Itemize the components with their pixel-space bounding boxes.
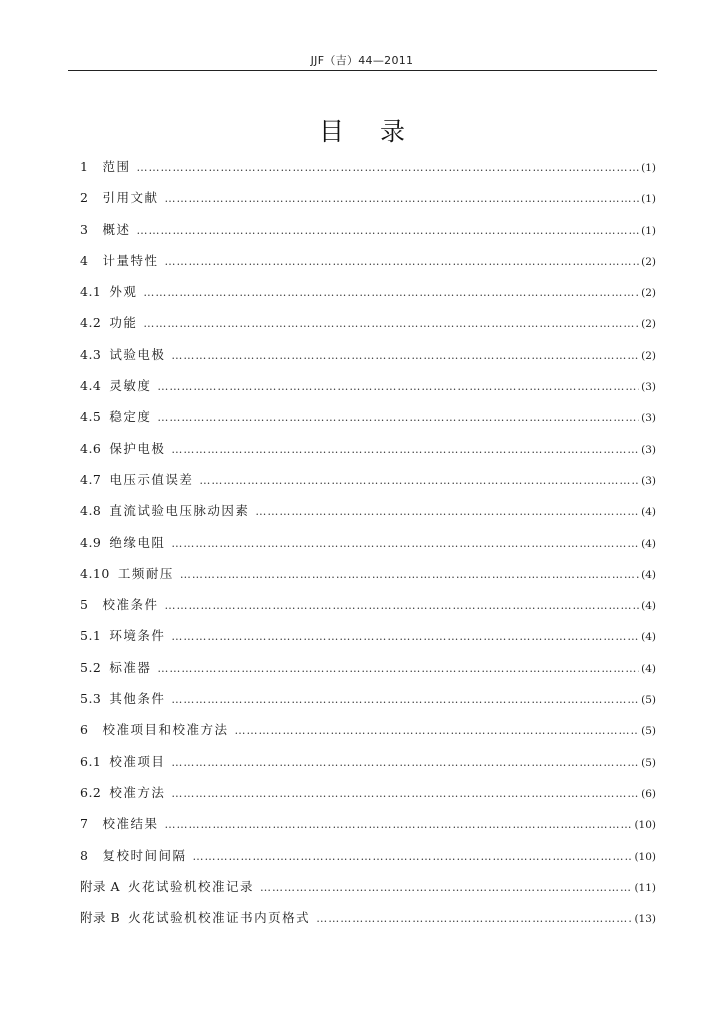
toc-entry[interactable] bbox=[80, 155, 656, 186]
toc-entry-number: 5.2 bbox=[80, 659, 102, 675]
toc-entry-number: 5 bbox=[80, 597, 89, 613]
toc-entry-page: (11) bbox=[634, 881, 656, 894]
toc-dot-leader bbox=[136, 219, 639, 243]
toc-entry-label: 直流试验电压脉动因素 bbox=[109, 503, 250, 519]
toc-entry-label: 校准项目和校准方法 bbox=[102, 722, 229, 738]
toc-entry-label: 环境条件 bbox=[109, 628, 166, 644]
toc-entry-number: 4 bbox=[80, 252, 89, 268]
standard-code-header: JJF（吉）44—2011 bbox=[310, 54, 414, 67]
toc-entry-number: 4.5 bbox=[80, 409, 102, 425]
toc-entry-number: 8 bbox=[80, 847, 89, 863]
toc-entry-number: 4.7 bbox=[80, 471, 102, 487]
toc-entry-number: 4.9 bbox=[80, 534, 102, 550]
toc-dot-leader bbox=[180, 563, 639, 587]
toc-entry-page: (1) bbox=[641, 162, 656, 174]
toc-entry-label: 标准器 bbox=[109, 659, 152, 675]
toc-entry[interactable] bbox=[80, 374, 656, 405]
toc-entry-label: 外观 bbox=[109, 284, 138, 300]
toc-entry-page: (3) bbox=[641, 412, 656, 425]
toc-entry-page: (4) bbox=[641, 662, 656, 675]
toc-entry-label: 校准条件 bbox=[102, 597, 159, 613]
toc-entry-label: 灵敏度 bbox=[109, 378, 152, 394]
header-rule bbox=[68, 70, 657, 71]
toc-entry-page: (5) bbox=[641, 725, 656, 738]
toc-entry[interactable] bbox=[80, 593, 656, 624]
toc-entry-page: (4) bbox=[641, 568, 656, 581]
toc-dot-leader bbox=[234, 719, 639, 743]
toc-entry-number: 5.1 bbox=[80, 628, 102, 644]
toc-entry[interactable] bbox=[80, 687, 656, 718]
toc-dot-leader bbox=[199, 469, 639, 493]
toc-entry-number: 2 bbox=[80, 190, 89, 206]
toc-entry-label: 其他条件 bbox=[109, 691, 166, 707]
toc-entry-page: (4) bbox=[641, 537, 656, 550]
toc-entry-label: 绝缘电阻 bbox=[109, 534, 166, 550]
toc-dot-leader bbox=[157, 375, 639, 399]
toc-entry-page: (13) bbox=[634, 913, 656, 926]
toc-entry-page: (4) bbox=[641, 600, 656, 613]
toc-dot-leader bbox=[157, 406, 639, 430]
toc-dot-leader bbox=[192, 845, 632, 869]
toc-dot-leader bbox=[164, 250, 639, 274]
toc-entry[interactable] bbox=[80, 343, 656, 374]
toc-entry-label: 计量特性 bbox=[102, 252, 159, 268]
toc-entry-label: 电压示值误差 bbox=[109, 471, 194, 487]
toc-entry-number: 4.6 bbox=[80, 440, 102, 456]
toc-entry[interactable] bbox=[80, 437, 656, 468]
toc-entry-label: 试验电极 bbox=[109, 346, 166, 362]
toc-entry[interactable] bbox=[80, 875, 656, 906]
toc-entry-label: 工频耐压 bbox=[117, 565, 174, 581]
toc-entry-number: 4.2 bbox=[80, 315, 102, 331]
toc-entry[interactable] bbox=[80, 311, 656, 342]
toc-entry[interactable] bbox=[80, 718, 656, 749]
toc-entry-page: (5) bbox=[641, 694, 656, 707]
toc-dot-leader bbox=[171, 438, 639, 462]
toc-dot-leader bbox=[136, 156, 639, 180]
toc-entry-number: 4.10 bbox=[80, 565, 110, 581]
toc-entry-number: 7 bbox=[80, 816, 89, 832]
toc-dot-leader bbox=[171, 688, 639, 712]
toc-dot-leader bbox=[171, 344, 639, 368]
toc-dot-leader bbox=[171, 532, 639, 556]
toc-entry[interactable] bbox=[80, 781, 656, 812]
toc-entry[interactable] bbox=[80, 499, 656, 530]
toc-entry-label: 火花试验机校准记录 bbox=[128, 878, 255, 894]
toc-dot-leader bbox=[171, 782, 639, 806]
toc-entry-number: 4.4 bbox=[80, 378, 102, 394]
toc-entry-page: (4) bbox=[641, 506, 656, 519]
toc-entry[interactable] bbox=[80, 249, 656, 280]
toc-entry-label: 概述 bbox=[102, 221, 131, 237]
toc-dot-leader bbox=[157, 657, 639, 681]
toc-entry-page: (10) bbox=[634, 819, 656, 832]
toc-entry-page: (1) bbox=[641, 193, 656, 206]
table-of-contents bbox=[80, 155, 656, 937]
toc-entry[interactable] bbox=[80, 531, 656, 562]
toc-entry-page: (3) bbox=[641, 381, 656, 394]
toc-entry-page: (2) bbox=[641, 349, 656, 362]
toc-entry-label: 保护电极 bbox=[109, 440, 166, 456]
toc-dot-leader bbox=[255, 500, 639, 524]
toc-entry[interactable] bbox=[80, 844, 656, 875]
toc-dot-leader bbox=[164, 187, 639, 211]
toc-entry-number: 附录 B bbox=[80, 910, 121, 926]
toc-entry[interactable] bbox=[80, 624, 656, 655]
toc-entry-number: 6.1 bbox=[80, 753, 102, 769]
toc-dot-leader bbox=[164, 594, 639, 618]
toc-dot-leader bbox=[171, 625, 639, 649]
toc-entry-page: (2) bbox=[641, 318, 656, 331]
toc-entry[interactable] bbox=[80, 186, 656, 217]
toc-entry-label: 校准方法 bbox=[109, 784, 166, 800]
toc-entry-number: 5.3 bbox=[80, 691, 102, 707]
toc-entry-number: 4.3 bbox=[80, 346, 102, 362]
toc-entry-number: 6 bbox=[80, 722, 89, 738]
toc-entry-page: (3) bbox=[641, 443, 656, 456]
toc-entry[interactable] bbox=[80, 405, 656, 436]
toc-entry-label: 火花试验机校准证书内页格式 bbox=[128, 910, 311, 926]
toc-dot-leader bbox=[164, 813, 632, 837]
toc-entry-page: (10) bbox=[634, 850, 656, 863]
toc-entry[interactable] bbox=[80, 468, 656, 499]
toc-entry-page: (6) bbox=[641, 787, 656, 800]
toc-dot-leader bbox=[171, 751, 639, 775]
toc-entry-number: 3 bbox=[80, 221, 89, 237]
toc-entry-number: 4.1 bbox=[80, 284, 102, 300]
toc-entry-page: (2) bbox=[641, 287, 656, 300]
toc-entry-page: (3) bbox=[641, 474, 656, 487]
toc-dot-leader bbox=[316, 907, 632, 931]
toc-entry-page: (4) bbox=[641, 631, 656, 644]
toc-entry[interactable] bbox=[80, 750, 656, 781]
toc-entry-page: (1) bbox=[641, 224, 656, 237]
toc-dot-leader bbox=[143, 281, 639, 305]
toc-entry-page: (5) bbox=[641, 756, 656, 769]
toc-entry[interactable] bbox=[80, 280, 656, 311]
toc-entry[interactable] bbox=[80, 906, 656, 937]
toc-entry-label: 校准结果 bbox=[102, 816, 159, 832]
toc-entry-label: 范围 bbox=[102, 159, 131, 174]
toc-entry-number: 附录 A bbox=[80, 878, 121, 894]
toc-entry-label: 引用文献 bbox=[102, 190, 159, 206]
toc-title: 目录 bbox=[318, 117, 441, 146]
toc-entry-number: 4.8 bbox=[80, 503, 102, 519]
toc-entry-number: 6.2 bbox=[80, 784, 102, 800]
toc-dot-leader bbox=[143, 312, 639, 336]
toc-entry[interactable] bbox=[80, 812, 656, 843]
toc-entry[interactable] bbox=[80, 562, 656, 593]
toc-entry-label: 校准项目 bbox=[109, 753, 166, 769]
toc-entry[interactable] bbox=[80, 218, 656, 249]
toc-dot-leader bbox=[260, 876, 632, 900]
toc-entry-label: 稳定度 bbox=[109, 409, 152, 425]
toc-entry-label: 复校时间间隔 bbox=[102, 847, 187, 863]
toc-entry-label: 功能 bbox=[109, 315, 138, 331]
toc-entry[interactable] bbox=[80, 656, 656, 687]
toc-entry-number: 1 bbox=[80, 159, 89, 174]
toc-entry-page: (2) bbox=[641, 255, 656, 268]
